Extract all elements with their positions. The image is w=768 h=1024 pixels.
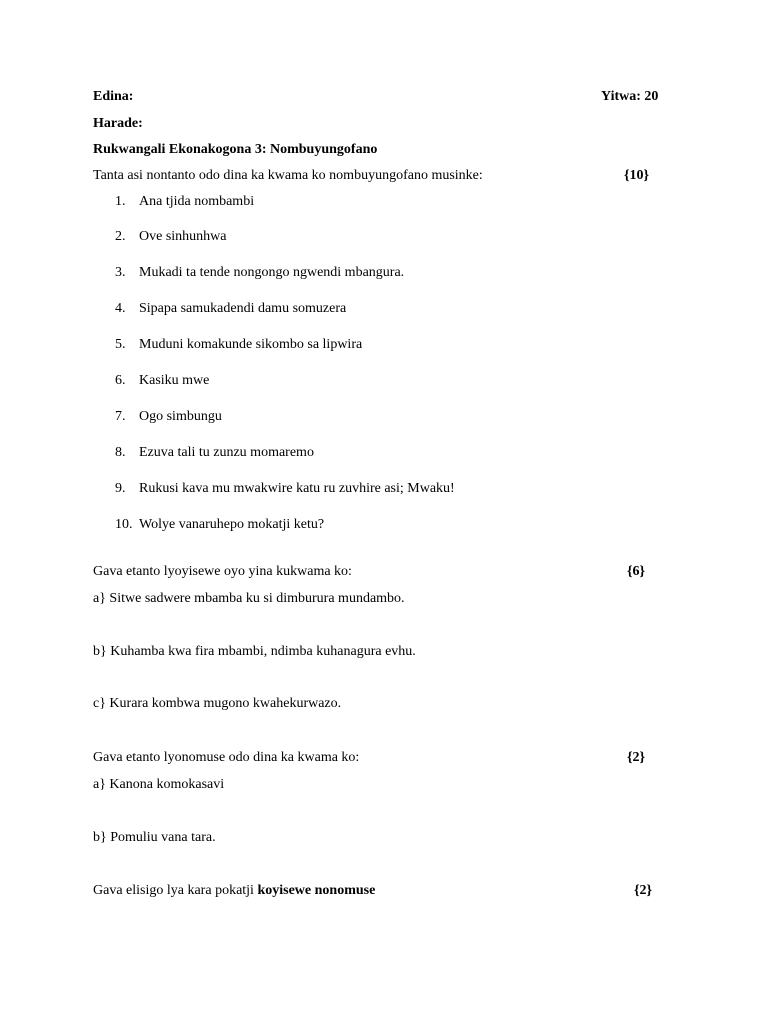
list-item-number: 9.: [115, 481, 126, 496]
list-item: [115, 193, 254, 211]
section1-instruction: Tanta asi nontanto odo dina ka kwama ko nombuyungofano musinke:: [93, 168, 483, 183]
list-item-text: Ezuva tali tu zunzu momaremo: [139, 445, 314, 460]
list-item-number: 2.: [115, 229, 126, 244]
list-item-text: Wolye vanaruhepo mokatji ketu?: [139, 517, 325, 532]
list-item-text: Sipapa samukadendi damu somuzera: [139, 301, 347, 316]
list-item: [115, 336, 362, 354]
section2-item-a: a} Sitwe sadwere mbamba ku si dimburura mundambo.: [93, 591, 405, 606]
list-item: [115, 300, 346, 318]
list-item-number: 5.: [115, 337, 126, 352]
list-item: [115, 480, 455, 498]
section1-marks: {10}: [624, 168, 650, 183]
list-item-number: 3.: [115, 265, 126, 280]
list-item: [115, 264, 404, 282]
list-item-text: Ana tjida nombambi: [139, 194, 255, 209]
section3-marks: {2}: [627, 750, 646, 765]
list-item-text: Rukusi kava mu mwakwire katu ru zuvhire asi; Mwaku!: [139, 481, 455, 496]
section4-instruction-plain: Gava elisigo lya kara pokatji: [93, 883, 258, 898]
list-item: [115, 408, 222, 426]
name-label: Edina:: [93, 89, 134, 104]
total-marks: Yitwa: 20: [601, 89, 659, 104]
list-item: [115, 444, 314, 462]
list-item-number: 1.: [115, 194, 126, 209]
list-item: [115, 228, 227, 246]
list-item-number: 8.: [115, 445, 126, 460]
list-item-number: 6.: [115, 373, 126, 388]
section3-item-a: a} Kanona komokasavi: [93, 777, 225, 792]
page-title: Rukwangali Ekonakogona 3: Nombuyungofano: [93, 142, 378, 157]
list-item-text: Mukadi ta tende nongongo ngwendi mbangura.: [139, 265, 405, 280]
list-item-text: Kasiku mwe: [139, 373, 210, 388]
section4-instruction-bold: koyisewe nonomuse: [257, 883, 376, 898]
list-item-text: Muduni komakunde sikombo sa lipwira: [139, 337, 363, 352]
list-item-text: Ogo simbungu: [139, 409, 222, 424]
section4-marks: {2}: [634, 883, 653, 898]
section2-item-b: b} Kuhamba kwa fira mbambi, ndimba kuhanagura evhu.: [93, 644, 416, 659]
list-item-number: 10.: [115, 517, 133, 532]
list-item-text: Ove sinhunhwa: [139, 229, 227, 244]
list-item: [115, 372, 209, 390]
section4-instruction: [93, 882, 375, 900]
section3-instruction: Gava etanto lyonomuse odo dina ka kwama ko:: [93, 750, 360, 765]
list-item: [115, 516, 324, 534]
section3-item-b: b} Pomuliu vana tara.: [93, 830, 216, 845]
section2-marks: {6}: [627, 564, 646, 579]
grade-label: Harade:: [93, 116, 143, 131]
section2-instruction: Gava etanto lyoyisewe oyo yina kukwama ko:: [93, 564, 352, 579]
section2-item-c: c} Kurara kombwa mugono kwahekurwazo.: [93, 696, 342, 711]
list-item-number: 4.: [115, 301, 126, 316]
list-item-number: 7.: [115, 409, 126, 424]
